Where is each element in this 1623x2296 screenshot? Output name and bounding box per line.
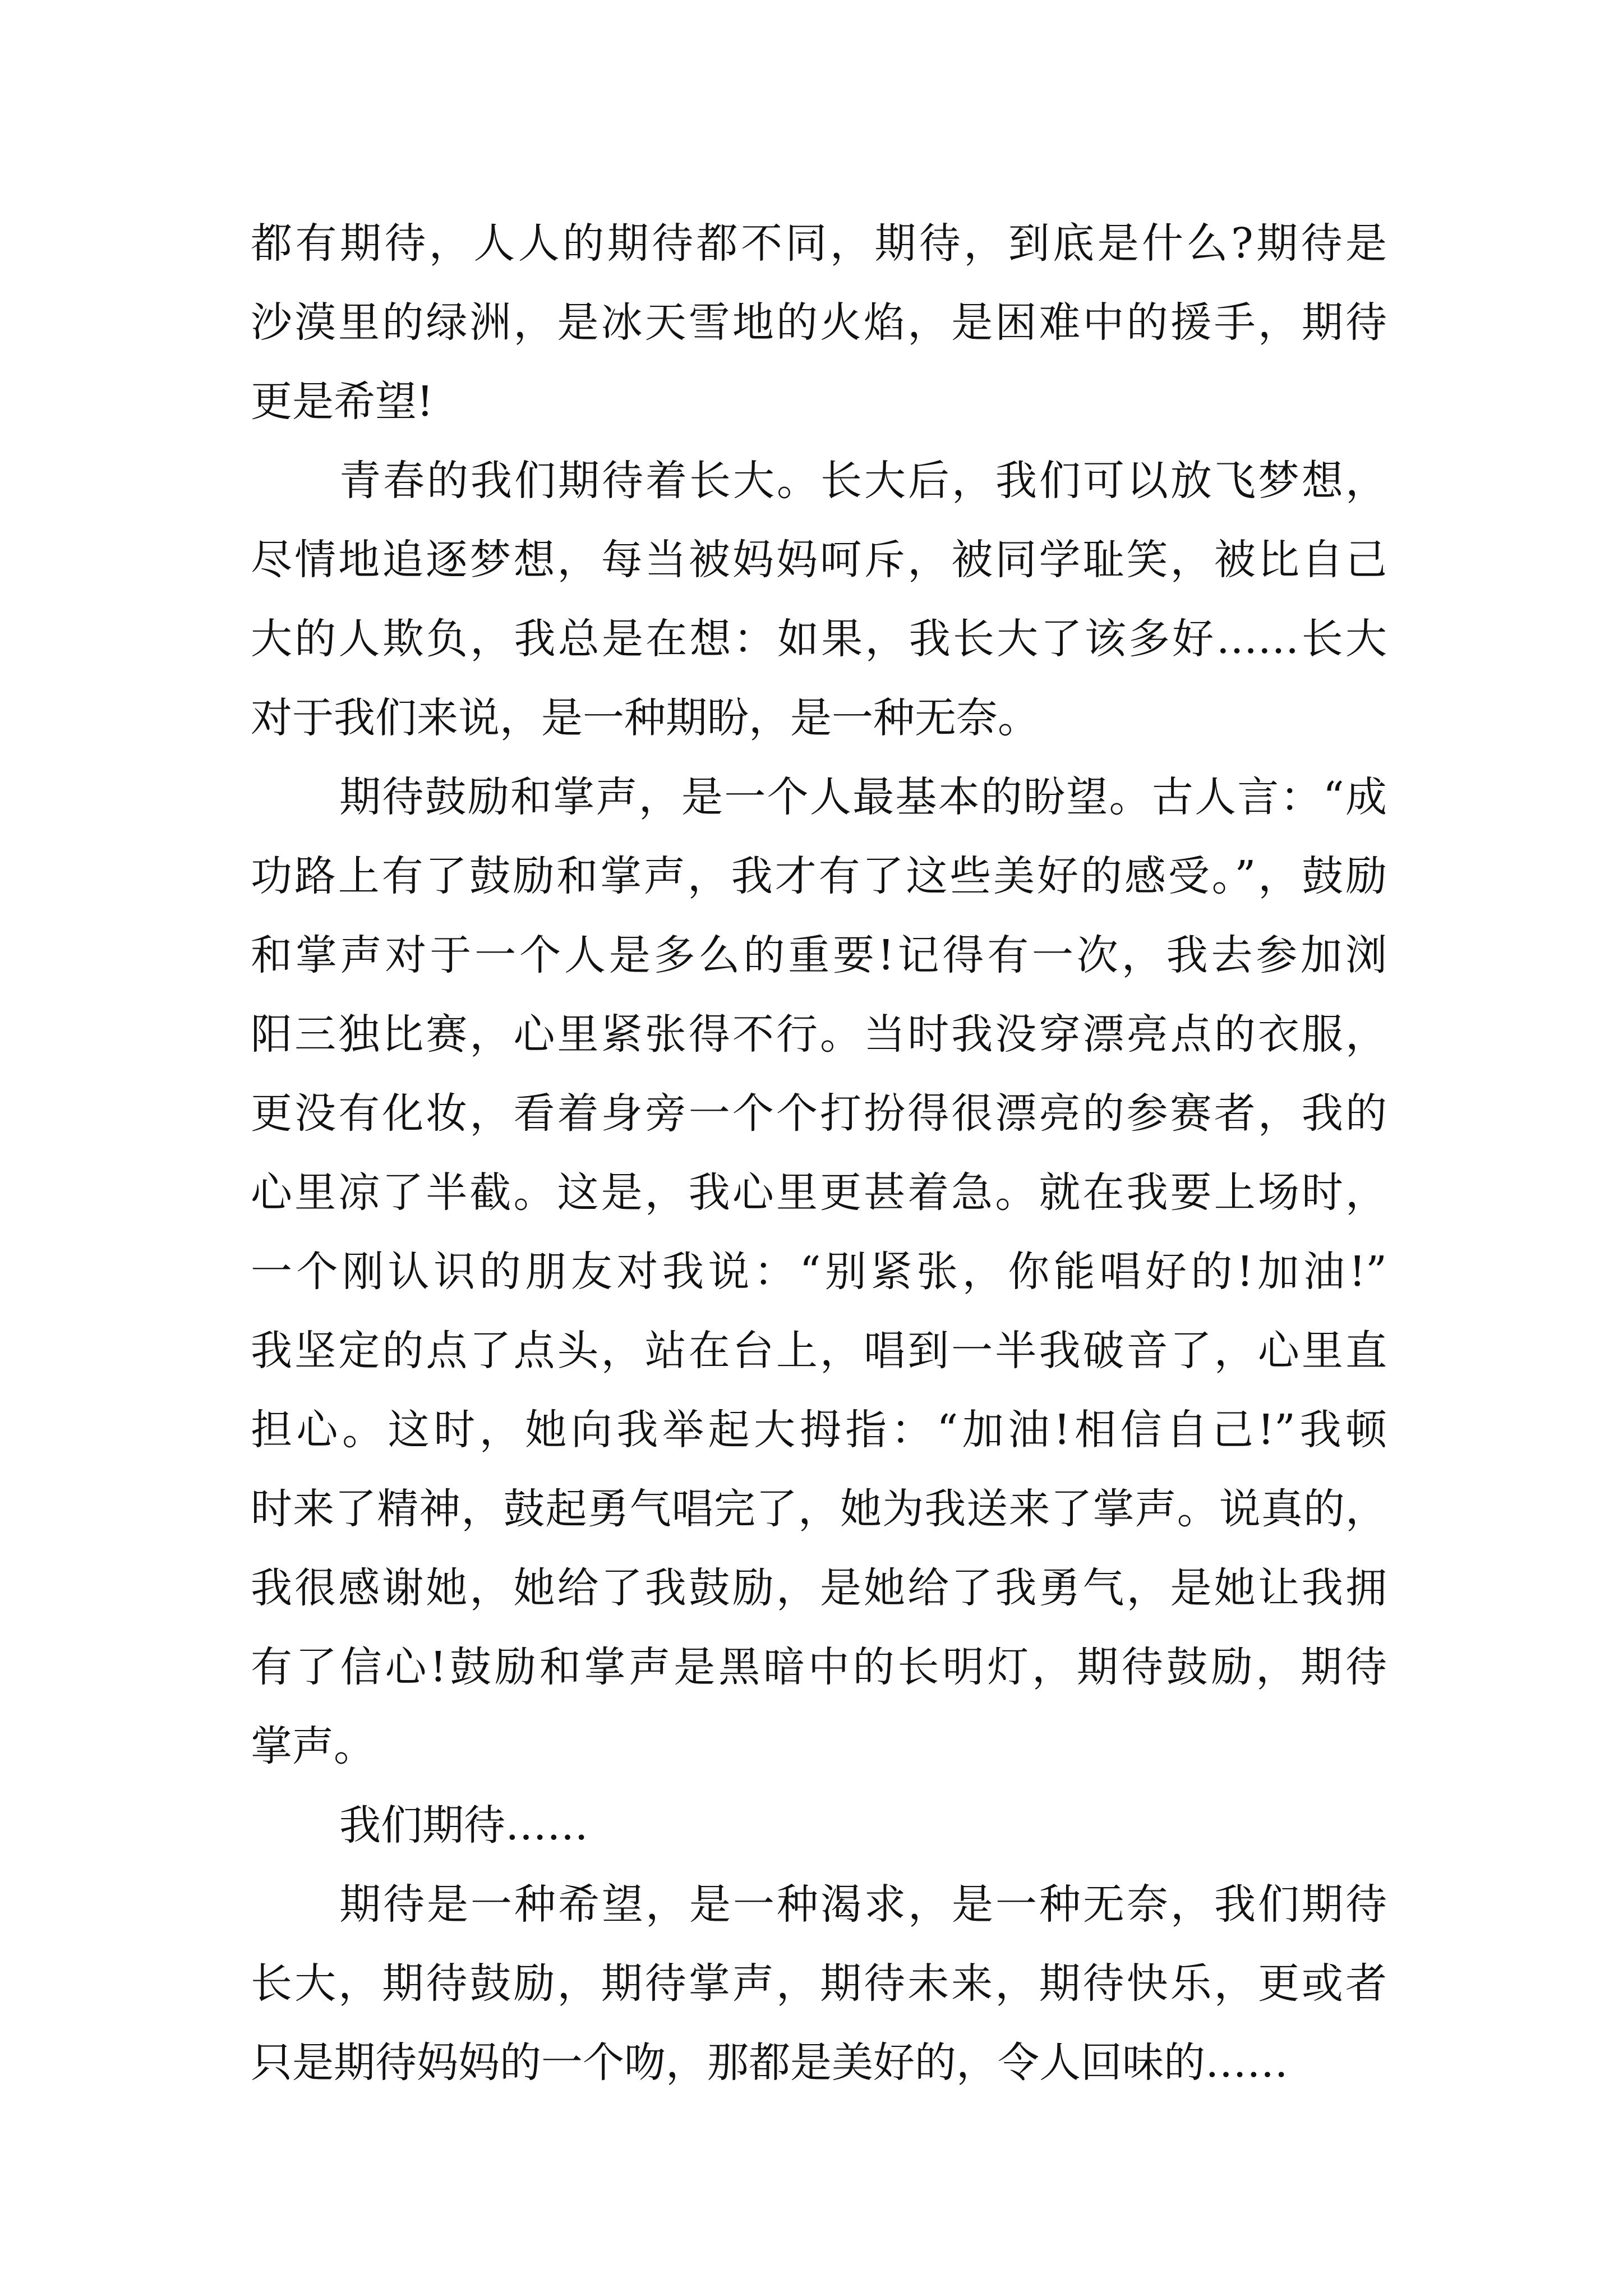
paragraph [251, 1865, 1387, 2102]
paragraph [251, 204, 1387, 441]
text-line: 有了信心!鼓励和掌声是黑暗中的长明灯，期待鼓励，期待 [251, 1643, 1387, 1691]
text-line: 心里凉了半截。这是，我心里更甚着急。就在我要上场时， [251, 1168, 1387, 1217]
text-line: 大的人欺负，我总是在想：如果，我长大了该多好……长大 [251, 615, 1387, 663]
text-line: 担心。这时，她向我举起大拇指：“加油!相信自己!”我顿 [251, 1406, 1387, 1454]
text-line: 只是期待妈妈的一个吻，那都是美好的，令人回味的…… [251, 2039, 1288, 2087]
text-line: 时来了精神，鼓起勇气唱完了，她为我送来了掌声。说真的， [251, 1485, 1387, 1533]
text-line: 更没有化妆，看着身旁一个个打扮得很漂亮的参赛者，我的 [251, 1089, 1387, 1138]
text-line: 都有期待，人人的期待都不同，期待，到底是什么?期待是 [251, 219, 1387, 268]
text-line: 我很感谢她，她给了我鼓励，是她给了我勇气，是她让我拥 [251, 1564, 1387, 1612]
text-line: 功路上有了鼓励和掌声，我才有了这些美好的感受。”，鼓励 [251, 852, 1387, 900]
text-line: 对于我们来说，是一种期盼，是一种无奈。 [251, 694, 1039, 742]
text-line: 阳三独比赛，心里紧张得不行。当时我没穿漂亮点的衣服， [251, 1010, 1387, 1059]
paragraph [251, 758, 1387, 1786]
text-line: 我们期待…… [339, 1801, 588, 1849]
text-line: 青春的我们期待着长大。长大后，我们可以放飞梦想， [339, 457, 1387, 505]
text-line: 期待鼓励和掌声，是一个人最基本的盼望。古人言：“成 [339, 773, 1387, 821]
text-line: 尽情地追逐梦想，每当被妈妈呵斥，被同学耻笑，被比自己 [251, 536, 1387, 584]
text-line: 期待是一种希望，是一种渴求，是一种无奈，我们期待 [339, 1880, 1387, 1929]
paragraph [251, 1786, 1387, 1865]
paragraph [251, 441, 1387, 758]
text-line: 沙漠里的绿洲，是冰天雪地的火焰，是困难中的援手，期待 [251, 298, 1387, 347]
text-line: 掌声。 [251, 1722, 375, 1770]
text-line: 和掌声对于一个人是多么的重要!记得有一次，我去参加浏 [251, 931, 1387, 979]
document-body [251, 204, 1387, 2102]
text-line: 一个刚认识的朋友对我说：“别紧张，你能唱好的!加油!” [251, 1248, 1387, 1296]
text-line: 我坚定的点了点头，站在台上，唱到一半我破音了，心里直 [251, 1327, 1387, 1375]
text-line: 长大，期待鼓励，期待掌声，期待未来，期待快乐，更或者 [251, 1959, 1387, 2008]
text-line: 更是希望! [251, 378, 434, 426]
